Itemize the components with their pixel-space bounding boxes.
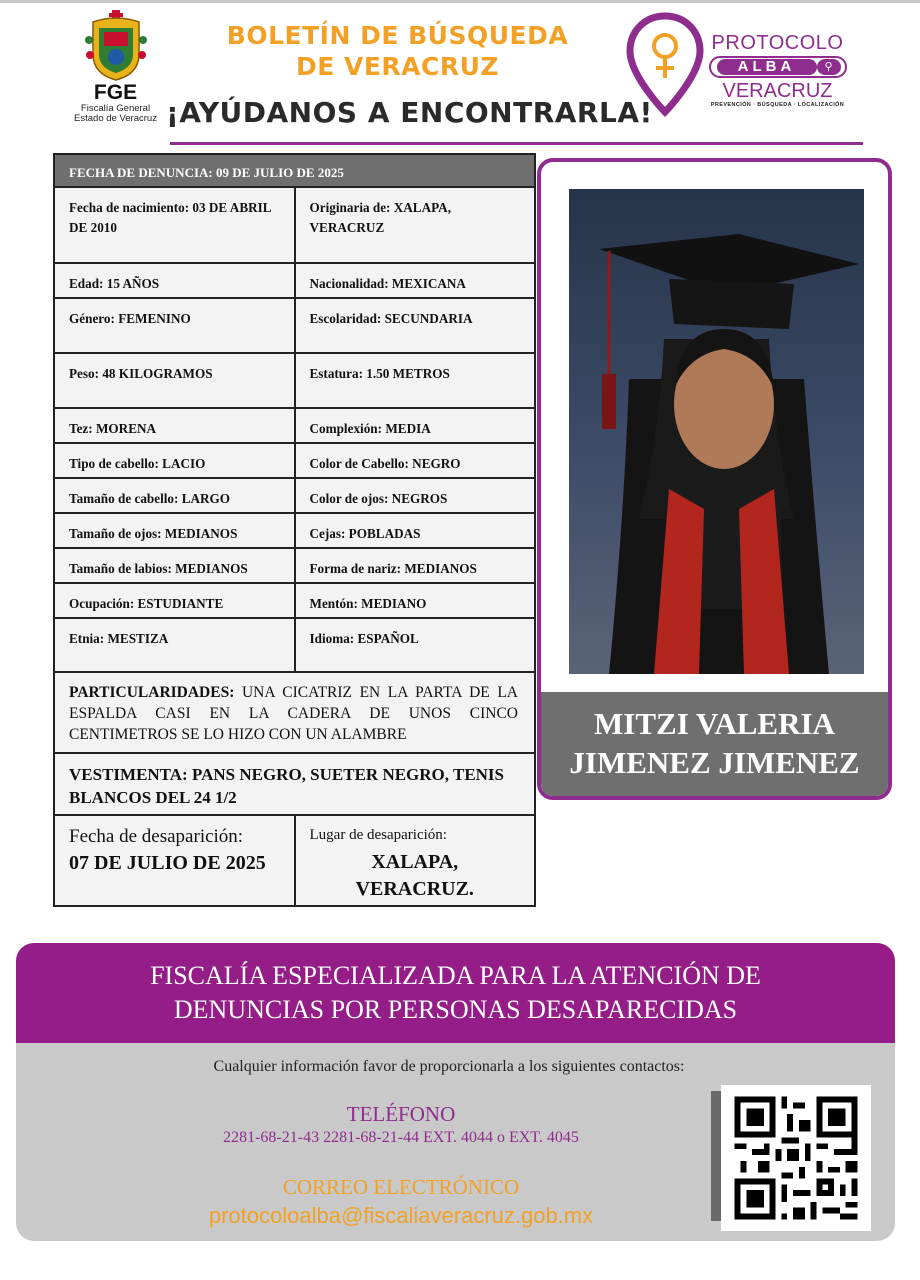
agency-line2: DENUNCIAS POR PERSONAS DESAPARECIDAS xyxy=(173,995,738,1024)
bulletin-title xyxy=(180,20,615,82)
agency-line1: FISCALÍA ESPECIALIZADA PARA LA ATENCIÓN DE xyxy=(150,961,761,990)
weight: Peso: 48 KILOGRAMOS xyxy=(54,353,295,408)
female-location-pin-icon xyxy=(626,12,704,117)
origin: Originaria de: XALAPA, VERACRUZ xyxy=(295,187,536,263)
table-row xyxy=(54,408,535,443)
bulletin-title-line1: BOLETÍN DE BÚSQUEDA xyxy=(226,21,569,50)
alba-label: ALBA xyxy=(717,59,817,75)
table-row xyxy=(54,478,535,513)
hair-type: Tipo de cabello: LACIO xyxy=(54,443,295,478)
bulletin-title-line2: DE VERACRUZ xyxy=(295,52,500,81)
missing-person-photo xyxy=(569,189,864,674)
particularities xyxy=(54,672,535,753)
height: Estatura: 1.50 METROS xyxy=(295,353,536,408)
table-row xyxy=(54,263,535,298)
occupation: Ocupación: ESTUDIANTE xyxy=(54,583,295,618)
table-row xyxy=(54,513,535,548)
name-line1: MITZI VALERIA xyxy=(594,706,835,741)
protocolo-alba-logo xyxy=(705,32,850,109)
gender: Género: FEMENINO xyxy=(54,298,295,353)
birth-date: Fecha de nacimiento: 03 DE ABRIL DE 2010 xyxy=(54,187,295,263)
top-border xyxy=(0,0,920,3)
disappearance-place-label: Lugar de desaparición: xyxy=(309,827,447,843)
fge-logo xyxy=(68,10,163,128)
table-row xyxy=(54,353,535,408)
contact-footer xyxy=(16,943,895,1241)
disappearance-date-value: 07 DE JULIO DE 2025 xyxy=(69,852,266,874)
name-line2: JIMENEZ JIMENEZ xyxy=(569,745,860,780)
qr-code[interactable] xyxy=(711,1085,873,1231)
disappearance-place-line1: XALAPA, xyxy=(371,851,459,873)
clothing: VESTIMENTA: PANS NEGRO, SUETER NEGRO, TENIS BLANCOS DEL 24 1/2 xyxy=(54,753,535,815)
graduation-portrait xyxy=(569,189,864,674)
table-row xyxy=(54,443,535,478)
particularities-row xyxy=(54,672,535,753)
eyebrows: Cejas: POBLADAS xyxy=(295,513,536,548)
header-rule xyxy=(170,142,863,145)
disappearance-place-line2: VERACRUZ. xyxy=(355,878,474,900)
lip-size: Tamaño de labios: MEDIANOS xyxy=(54,548,295,583)
coat-of-arms-icon xyxy=(85,10,147,82)
alba-veracruz-label: VERACRUZ xyxy=(722,80,833,102)
nose-shape: Forma de nariz: MEDIANOS xyxy=(295,548,536,583)
age: Edad: 15 AÑOS xyxy=(54,263,295,298)
disappearance-place xyxy=(295,815,536,906)
agency-banner xyxy=(16,943,895,1043)
email-link[interactable]: protocoloalba@fiscaliaveracruz.gob.mx xyxy=(208,1203,594,1228)
build: Complexión: MEDIA xyxy=(295,408,536,443)
schooling: Escolaridad: SECUNDARIA xyxy=(295,298,536,353)
table-row xyxy=(54,583,535,618)
table-row xyxy=(54,187,535,263)
alba-protocolo-label: PROTOCOLO xyxy=(711,32,844,54)
fge-abbreviation: FGE xyxy=(93,81,138,104)
language: Idioma: ESPAÑOL xyxy=(295,618,536,672)
fge-subtitle-line1: Fiscalía General xyxy=(80,103,151,114)
report-date-row xyxy=(54,154,535,187)
table-row xyxy=(54,548,535,583)
missing-person-name xyxy=(541,692,888,800)
clothing-row xyxy=(54,753,535,815)
qr-code-icon xyxy=(721,1085,871,1231)
eye-color: Color de ojos: NEGROS xyxy=(295,478,536,513)
hair-length: Tamaño de cabello: LARGO xyxy=(54,478,295,513)
help-find-her-text: ¡AYÚDANOS A ENCONTRARLA! xyxy=(166,96,653,129)
phone-numbers[interactable]: 2281-68-21-43 2281-68-21-44 EXT. 4044 o EXT. 4045 xyxy=(223,1129,579,1146)
table-row xyxy=(54,618,535,672)
eye-size: Tamaño de ojos: MEDIANOS xyxy=(54,513,295,548)
alba-tagline: PREVENCIÓN · BÚSQUEDA · LOCALIZACIÓN xyxy=(710,102,845,108)
alba-pill xyxy=(709,56,847,78)
contact-intro: Cualquier información favor de proporcionarla a los siguientes contactos: xyxy=(213,1058,685,1075)
chin: Mentón: MEDIANO xyxy=(295,583,536,618)
hair-color: Color de Cabello: NEGRO xyxy=(295,443,536,478)
table-row xyxy=(54,298,535,353)
person-details-table xyxy=(53,153,536,907)
report-date: FECHA DE DENUNCIA: 09 DE JULIO DE 2025 xyxy=(54,154,535,187)
particularities-label: PARTICULARIDADES: xyxy=(69,684,235,701)
disappearance-row xyxy=(54,815,535,906)
photo-card xyxy=(537,158,892,800)
ethnicity: Etnia: MESTIZA xyxy=(54,618,295,672)
fge-subtitle-line2: Estado de Veracruz xyxy=(74,113,157,124)
particularities-text: UNA CICATRIZ EN LA PARTA DE LA ESPALDA CASI EN LA CADERA DE UNOS CINCO CENTIMETROS SE LO HIZO CON UN ALAMBRE xyxy=(69,684,518,743)
disappearance-date xyxy=(54,815,295,906)
skin-tone: Tez: MORENA xyxy=(54,408,295,443)
nationality: Nacionalidad: MEXICANA xyxy=(295,263,536,298)
disappearance-date-label: Fecha de desaparición: xyxy=(69,826,244,847)
qr-shadow xyxy=(711,1091,721,1221)
magnifier-icon: ⚲ xyxy=(817,59,841,75)
email-title: CORREO ELECTRÓNICO xyxy=(282,1175,520,1199)
phone-title: TELÉFONO xyxy=(346,1102,456,1126)
